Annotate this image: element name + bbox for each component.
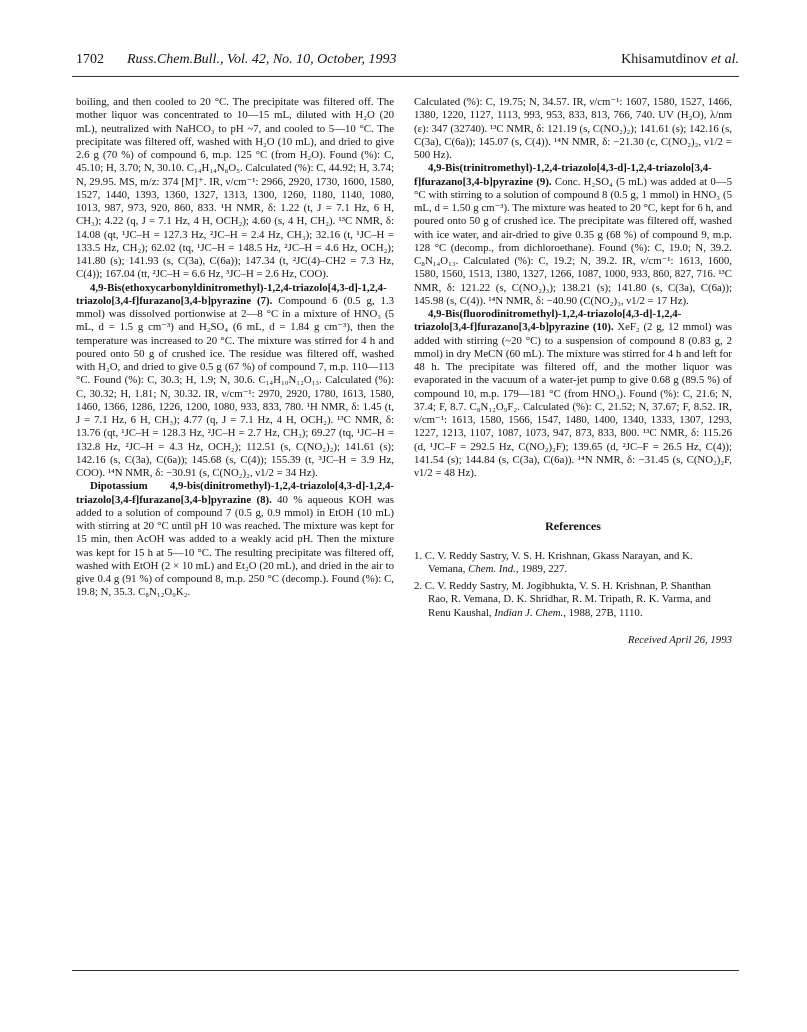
compound-10-title: 4,9-Bis(fluorodinitromethyl)-1,2,4-triazolo[4,3-d]-1,2,4-triazolo[3,4-f]furazano[3,4-b]pyrazine (10). [414, 308, 682, 334]
compound-8-title: Dipotassium 4,9-bis(dinitromethyl)-1,2,4-triazolo[4,3-d]-1,2,4-triazolo[3,4-f]furazano[3,4-b]pyrazine (8). [76, 480, 394, 506]
journal-citation: Russ.Chem.Bull., Vol. 42, No. 10, October, 1993 [127, 52, 397, 67]
paragraph-compound-8: Dipotassium 4,9-bis(dinitromethyl)-1,2,4-triazolo[4,3-d]-1,2,4-triazolo[3,4-f]furazano[3,4-b]pyrazine (8). 40 % aqueous KOH was added to a solution of compound 7 (0.5 g, 0.9 mmol) in EtOH (10 mL) with stirring at 20 °C until pH 10 was reached. The mixture was kept for 15 min, then AcOH was added to a weakly acid pH. Then the mixture was kept for 15 h at 5—10 °C. The resulting precipitate was filtered off, washed with EtOH (2 × 10 mL) and Et₂O (20 mL), and dried in the air to give 0.4 g (91 %) of compound 8, m.p. 250 °C (decomp.). Found (%): C, 19.8; N, 35.3. C₈N₁₂O₉K₂. [76, 480, 394, 599]
compound-7-title: 4,9-Bis(ethoxycarbonyldinitromethyl)-1,2,4-triazolo[4,3-d]-1,2,4-triazolo[3,4-f]furazano[3,4-b]pyrazine (7). [76, 281, 387, 307]
left-column [76, 96, 394, 600]
paragraph-compound-6: boiling, and then cooled to 20 °C. The precipitate was filtered off. The mother liquor was concentrated to 10—15 mL, diluted with H₂O (20 mL), neutralized with NaHCO₃ to pH ~7, and cooled to 5—10 °C. The precipitate was filtered off, washed with H₂O (10 mL), and dried to give 2.6 g (70 %) of compound 6, m.p. 125 °C (from H₂O). Found (%): C, 45.10; H, 3.70; N, 30.10. C₁₄H₁₄N₈O₅. Calculated (%): C, 44.92; H, 3.74; N, 29.95. MS, m/z: 374 [M]⁺. IR, ν/cm⁻¹: 2966, 2920, 1730, 1600, 1580, 1527, 1440, 1393, 1360, 1327, 1313, 1300, 1260, 1180, 1140, 1080, 1013, 987, 973, 920, 860, 833. ¹H NMR, δ: 1.22 (t, J = 7.1 Hz, 6 H, CH₃); 4.22 (q, J = 7.1 Hz, 4 H, OCH₂); 4.60 (s, 4 H, CH₂). ¹³C NMR, δ: 14.08 (qt, ¹JC–H = 127.3 Hz, ²JC–H = 2.4 Hz, CH₃); 32.16 (t, ¹JC–H = 133.5 Hz, CH₂); 62.02 (tq, ¹JC–H = 148.5 Hz, ²JC–H = 4.6 Hz, OCH₂); 141.80 (s); 141.93 (s, C(3a), C(6a)); 147.34 (t, ²JC(4)–CH2 = 7.3 Hz, C(4)); 167.04 (tt, ²JC–H = 6.6 Hz, ³JC–H = 2.6 Hz, COO). [76, 96, 394, 281]
reference-item: 2. C. V. Reddy Sastry, M. Jogibhukta, V. S. H. Krishnan, P. Shanthan Rao, R. Vemana, D. K. Shridhar, R. M. Tripath, R. K. Varma, and Renu Kaushal, Indian J. Chem., 1988, 27B, 1110. [414, 580, 711, 619]
paragraph-compound-7: 4,9-Bis(ethoxycarbonyldinitromethyl)-1,2,4-triazolo[4,3-d]-1,2,4-triazolo[3,4-f]furazano[3,4-b]pyrazine (7). Compound 6 (0.5 g, 1.3 mmol) was dissolved portionwise at 2—8 °C in a mixture of HNO₃ (5 mL, d = 1.5 g cm⁻³) and H₂SO₄ (6 mL, d = 1.84 g cm⁻³), then the temperature was increased to 20 °C. The mixture was stirred for 4 h and poured onto 50 g of crushed ice. The residue was filtered off, washed with H₂O, and dried to give 0.5 g (67 %) of compound 7, m.p. 110—113 °C. Found (%): C, 30.3; H, 1.9; N, 30.6. C₁₄H₁₀N₁₂O₁₃. Calculated (%): C, 30.32; H, 1.81; N, 30.32. IR, ν/cm⁻¹: 2970, 2920, 1780, 1613, 1580, 1460, 1366, 1286, 1226, 1200, 1080, 933, 833, 780. ¹H NMR, δ: 1.45 (t, J = 7.1 Hz, 6 H, CH₃); 4.77 (q, J = 7.1 Hz, 4 H, OCH₂). ¹³C NMR, δ: 13.76 (qt, ¹JC–H = 128.3 Hz, ²JC–H = 2.7 Hz, CH₃); 69.27 (tq, ¹JC–H = 132.8 Hz, ²JC–H = 4.3 Hz, OCH₂); 112.51 (s, C(NO₂)₂); 141.61 (s); 142.16 (s, C(3a), C(6a)); 145.68 (s, C(4)); 155.39 (t, ³JC–H = 3.9 Hz, COO). ¹⁴N NMR, δ: −30.91 (s, C(NO₂)₂, ν1/2 = 34 Hz). [76, 281, 394, 479]
running-header [72, 50, 739, 76]
footer-rule [72, 970, 739, 971]
running-author: Khisamutdinov et al. [621, 52, 739, 67]
paragraph-compound-10: 4,9-Bis(fluorodinitromethyl)-1,2,4-triazolo[4,3-d]-1,2,4-triazolo[3,4-f]furazano[3,4-b]pyrazine (10). XeF₂ (2 g, 12 mmol) was added with stirring (~20 °C) to a suspension of compound 8 (0.83 g, 2 mmol) in dry MeCN (60 mL). The mixture was stirred for 4 h and left for 48 h. The precipitate was filtered off, and the mother liquor was evaporated in the vacuum of a water-jet pump to give 0.68 g (89.5 %) of compound 10, m.p. 179—181 °C (from HNO₃). Found (%): C, 21.6; N, 37.4; F, 8.7. C₈N₁₂O₉F₂. Calculated (%): C, 21.52; N, 37.67; F, 8.52. IR, ν/cm⁻¹: 1613, 1580, 1566, 1547, 1480, 1400, 1340, 1333, 1307, 1293, 1227, 1213, 1107, 1087, 1073, 947, 873, 833, 800. ¹³C NMR, δ: 115.26 (d, ¹JC–F = 292.5 Hz, C(NO₂)₂F); 139.65 (d, ²JC–F = 26.5 Hz, C(4)); 141.54 (s); 144.84 (s, C(3a), C(6a)). ¹⁴N NMR, δ: −31.45 (s, C(NO₂)₂F, ν1/2 = 48 Hz). [414, 308, 732, 479]
reference-item: 1. C. V. Reddy Sastry, V. S. H. Krishnan, Gkass Narayan, and K. Vemana, Chem. Ind., 1989, 227. [414, 549, 693, 575]
compound-9-title: 4,9-Bis(trinitromethyl)-1,2,4-triazolo[4,3-d]-1,2,4-triazolo[3,4-f]furazano[3,4-b]pyrazine (9). [414, 162, 712, 188]
right-column [414, 96, 732, 647]
paragraph-compound-9: 4,9-Bis(trinitromethyl)-1,2,4-triazolo[4,3-d]-1,2,4-triazolo[3,4-f]furazano[3,4-b]pyrazine (9). Conc. H₂SO₄ (5 mL) was added at 0—5 °C with stirring to a solution of compound 8 (0.5 g, 1 mmol) in HNO₃ (5 mL, d = 1.50 g cm⁻³). The mixture was heated to 20 °C, kept for 6 h, and poured onto 50 g of crushed ice. The precipitate was filtered off, washed with ice water, and air-dried to give 0.35 g (68 %) of compound 9, m.p. 128 °C (decomp., from dichloroethane). Found (%): C, 19.0; N, 39.2. C₈N₁₄O₁₃. Calculated (%): C, 19.2; N, 39.2. IR, ν/cm⁻¹: 1613, 1600, 1580, 1560, 1513, 1380, 1327, 1266, 1087, 1000, 933, 860, 827, 716. ¹³C NMR, δ: 121.22 (s, C(NO₂)₃); 138.21 (s); 141.80 (s, C(3a), C(6a)); 145.98 (s, C(4)). ¹⁴N NMR, δ: −40.90 (C(NO₂)₃, ν1/2 = 17 Hz). [414, 162, 732, 307]
references-heading: References [545, 519, 601, 534]
received-date: Received April 26, 1993 [627, 633, 732, 646]
paragraph-compound-8-cont: Calculated (%): C, 19.75; N, 34.57. IR, ν/cm⁻¹: 1607, 1580, 1527, 1466, 1380, 1220, 1127, 1113, 993, 953, 833, 813, 766, 740. UV (H₂O), λ/nm (ε): 347 (32740). ¹³C NMR, δ: 121.19 (s, C(NO₂)₂); 141.61 (s); 142.16 (s, C(3a), C(6a)); 145.07 (s, C(4)). ¹⁴N NMR, δ: −21.30 (c, C(NO₂)₂, ν1/2 = 500 Hz). [414, 96, 732, 161]
header-rule [72, 76, 739, 77]
page-number: 1702 [76, 52, 104, 67]
